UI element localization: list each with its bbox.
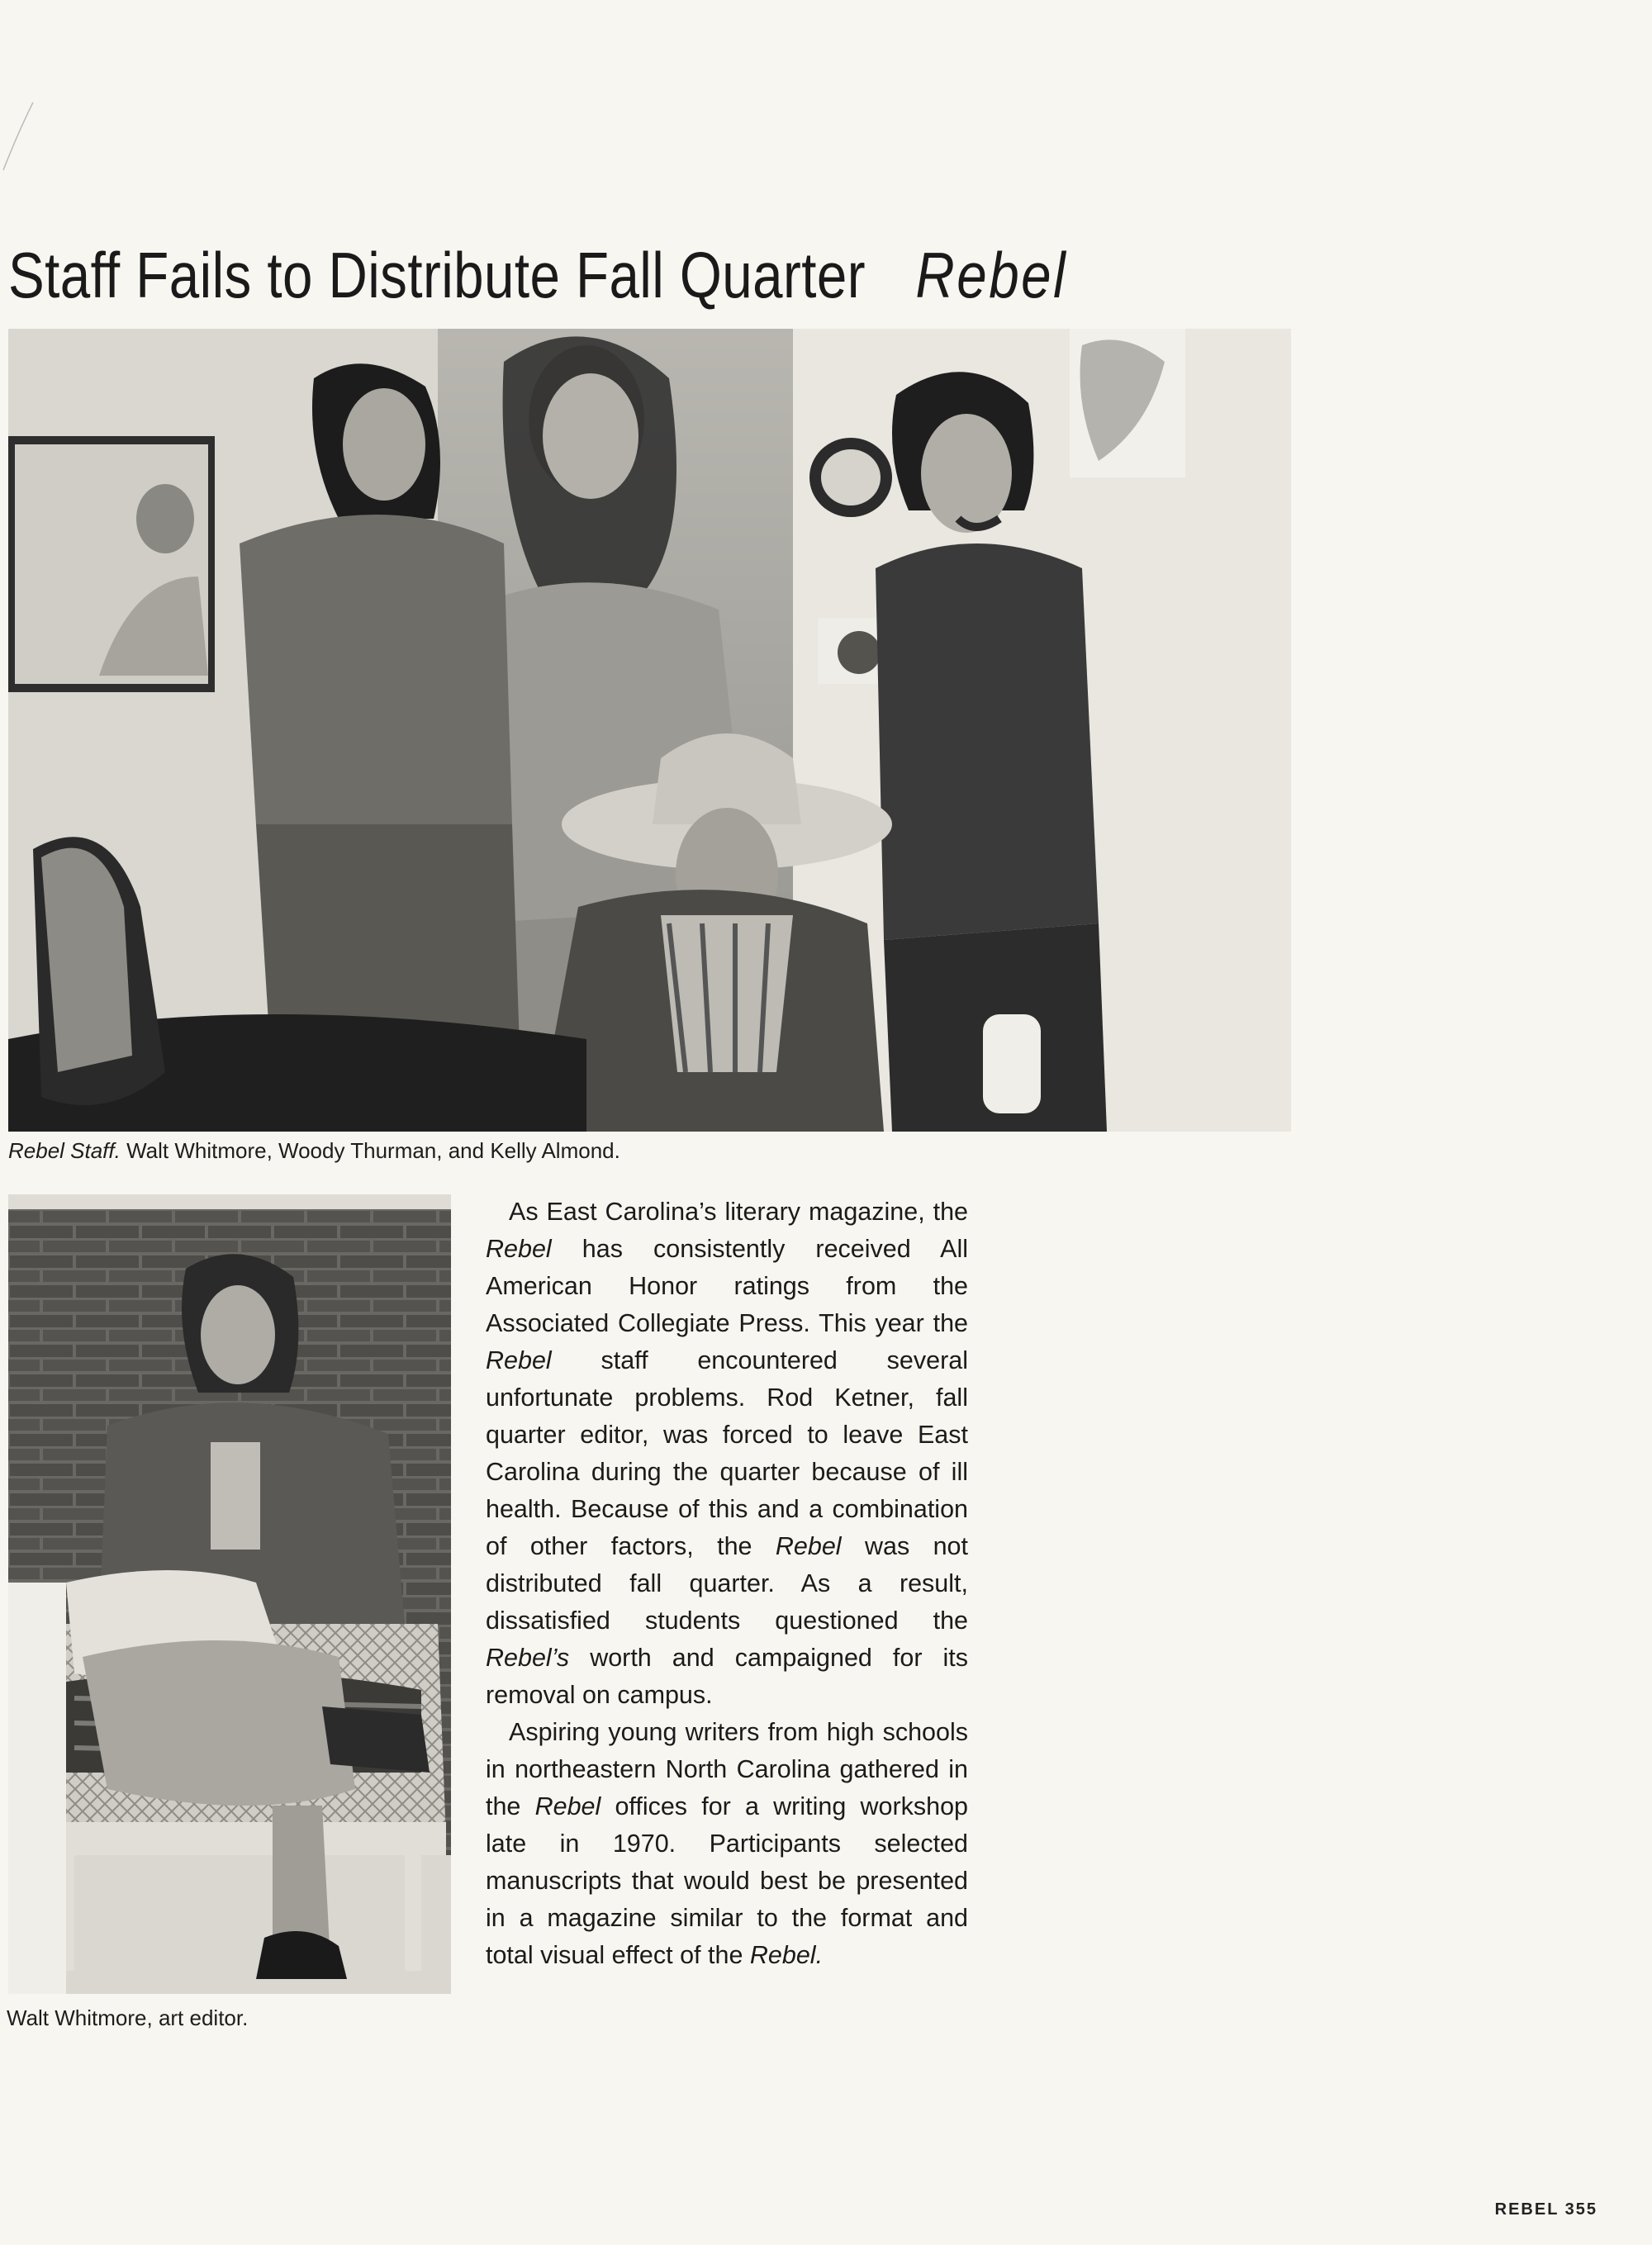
article-paragraph: As East Carolina’s literary magazine, the Rebel has consistently received All American Honor ratings from the Associated Collegiate Press. This year the Rebel staff encountered several unfortunate problems. Rod Ketner, fall quarter editor, was forced to leave East Carolina during the quarter because of ill health. Because of this and a combination of other factors, the Rebel was not distributed fall quarter. As a result, dissatisfied students questioned the Rebel’s worth and campaigned for its removal on campus.: [486, 1198, 968, 1709]
caption-names: Walt Whitmore, Woody Thurman, and Kelly Almond.: [120, 1138, 620, 1163]
staff-group-photo-image: [8, 329, 1291, 1132]
caption-lead: Rebel Staff.: [8, 1138, 121, 1163]
page-headline: [8, 230, 1068, 320]
staff-group-photo: [8, 329, 1291, 1132]
main-photo-caption: [8, 1138, 620, 1164]
article-paragraph: Aspiring young writers from high schools in northeastern North Carolina gathered in the Rebel offices for a writing workshop late in 1970. Participants selected manuscripts that would best be presented in a magazine similar to the format and total visual effect of the Rebel.: [486, 1718, 968, 1969]
headline-rebel: Rebel: [915, 239, 1068, 311]
art-editor-photo: [8, 1194, 451, 1994]
page-folio: REBEL 355: [1494, 2200, 1597, 2219]
small-photo-caption: Walt Whitmore, art editor.: [7, 2005, 249, 2030]
article-body: [486, 1194, 968, 1974]
headline-main: Staff Fails to Distribute Fall Quarter: [8, 239, 866, 311]
pen-mark: [0, 99, 50, 173]
art-editor-photo-image: [8, 1194, 451, 1994]
